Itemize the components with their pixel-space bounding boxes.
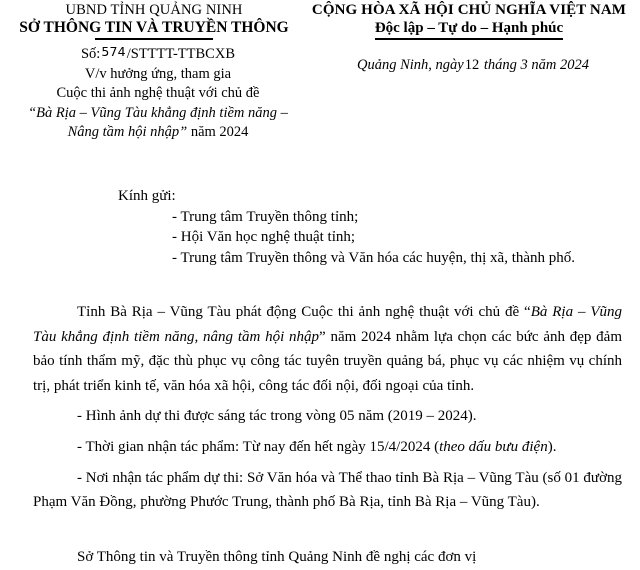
recipients-label: Kính gửi: (118, 188, 176, 204)
body-p1-part1: Tỉnh Bà Rịa – Vũng Tàu phát động Cuộc thi ảnh nghệ thuật với chủ đề “ (77, 304, 531, 320)
document-body (33, 300, 622, 515)
document-header (0, 0, 640, 42)
subject-year: năm 2024 (187, 124, 249, 140)
subject-quote-line-1: “Bà Rịa – Vũng Tàu khẳng định tiềm năng – (28, 104, 288, 121)
national-title-line: CỘNG HÒA XÃ HỘI CHỦ NGHĨA VIỆT NAM (311, 2, 627, 18)
reference-block (8, 44, 308, 143)
body-paragraph-1 (33, 300, 622, 398)
recipient-item-3: - Trung tâm Truyền thông và Văn hóa các huyện, thị xã, thành phố. (172, 249, 576, 266)
issuing-authority-header (6, 2, 302, 40)
date-month-year: tháng 3 năm 2024 (483, 57, 589, 73)
subject-quote-text: Nâng tầm hội nhập” (67, 124, 188, 140)
national-motto-line: Độc lập – Tự do – Hạnh phúc (374, 20, 564, 36)
department-name-line: SỞ THÔNG TIN VÀ TRUYỀN THÔNG (19, 19, 289, 36)
national-header (304, 2, 634, 40)
recipient-item-2: - Hội Văn học nghệ thuật tỉnh; (172, 229, 356, 245)
body-p3-part1: - Thời gian nhận tác phẩm: Từ nay đến hết ngày 15/4/2024 ( (77, 438, 440, 455)
document-number-value: 574 (101, 44, 126, 59)
body-paragraph-5-clipped: Sở Thông tin và Truyền thông tỉnh Quảng Ninh đề nghị các đơn vị (77, 549, 477, 565)
subject-quote-line-2 (8, 123, 308, 143)
recipients-block (118, 186, 575, 268)
header-underline-left (95, 38, 213, 40)
subject-line-2: Cuộc thi ảnh nghệ thuật với chủ đề (56, 85, 260, 101)
body-p3-part2: ). (547, 438, 557, 455)
body-paragraph-4: - Nơi nhận tác phẩm dự thi: Sở Văn hóa và Thể thao tỉnh Bà Rịa – Vũng Tàu (số 01 đường Phạm Văn Đồng, phường Phước Trung, thành phố Bà Rịa, tỉnh Bà Rịa – Vũng Tàu). (33, 469, 622, 511)
body-paragraph-3 (33, 435, 622, 460)
document-number-code: /STTTT-TTBCXB (126, 46, 236, 62)
place-text: Quảng Ninh, ngày (357, 57, 464, 73)
body-paragraph-2: - Hình ảnh dự thi được sáng tác trong vòng 05 năm (2019 – 2024). (77, 408, 477, 425)
province-authority-line: UBND TỈNH QUẢNG NINH (65, 2, 243, 18)
body-p1-part2: ” năm 2024 nhằm lựa chọn các bức ảnh đẹp đảm bảo tính thẩm mỹ, đặc thù phục vụ công tác tuyên truyền quảng bá, phục vụ các nhiệm vụ chính trị, phát triển kinh tế, văn hóa xã hội, công tác đối nội, đối ngoại của tỉnh. (33, 328, 622, 394)
body-p3-italic-note: theo dấu bưu điện (439, 438, 548, 455)
body-p1-theme-quote: Bà Rịa – Vũng Tàu khẳng định tiềm năng, nâng tầm hội nhập (33, 304, 622, 345)
date-day-value: 12 (464, 57, 480, 73)
recipient-item-1: - Trung tâm Truyền thông tỉnh; (172, 208, 359, 225)
place-and-date (312, 57, 634, 74)
document-number-line (8, 44, 308, 65)
subject-line-1: V/v hưởng ứng, tham gia (84, 65, 232, 82)
header-underline-right (375, 38, 563, 40)
document-number-label: Số: (80, 46, 101, 62)
